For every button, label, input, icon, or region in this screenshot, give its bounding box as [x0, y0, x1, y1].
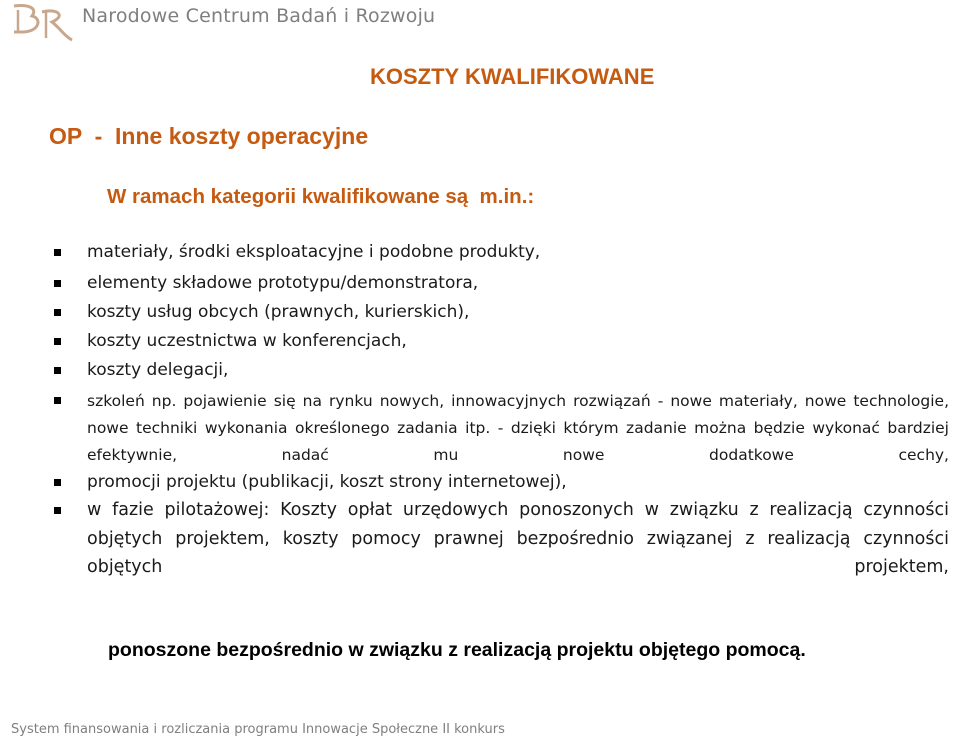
- section-title: OP - Inne koszty operacyjne: [49, 123, 369, 149]
- bullet-square-icon: [54, 338, 61, 345]
- logo: [8, 2, 74, 42]
- bullet-square-icon: [54, 309, 61, 316]
- bullet-square-icon: [54, 397, 61, 404]
- slide-title: KOSZTY KWALIFIKOWANE: [370, 64, 655, 89]
- bullet-square-icon: [54, 249, 61, 256]
- closing-statement: ponoszone bezpośrednio w związku z realizacją projektu objętego pomocą.: [108, 639, 806, 661]
- bullet-square-icon: [54, 280, 61, 287]
- footer-text: System finansowania i rozliczania programu Innowacje Społeczne II konkurs: [11, 722, 505, 737]
- bullet-square-icon: [54, 479, 61, 486]
- organization-name: Narodowe Centrum Badań i Rozwoju: [82, 5, 436, 27]
- bullet-square-icon: [54, 367, 61, 374]
- bullet-square-icon: [54, 507, 61, 514]
- intro-text: W ramach kategorii kwalifikowane są m.in.:: [107, 185, 535, 208]
